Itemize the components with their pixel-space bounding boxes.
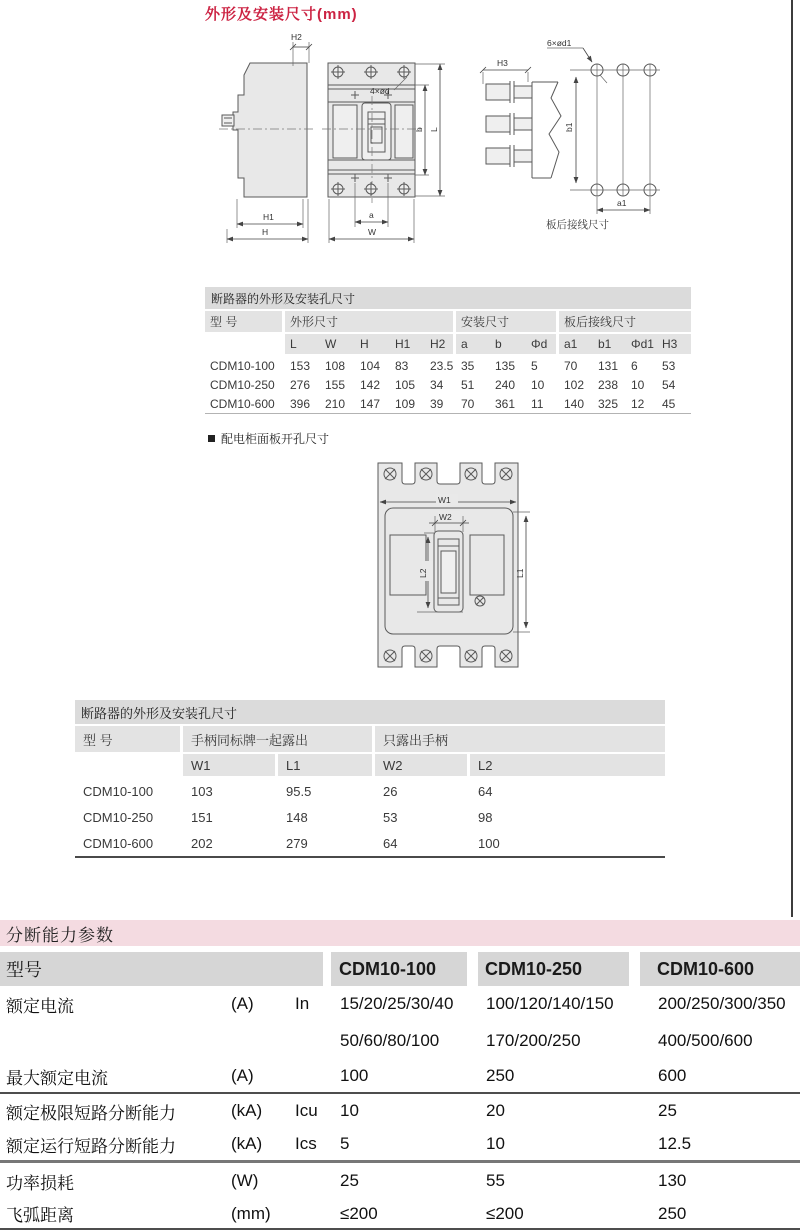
panel-screws-bottom (384, 650, 512, 662)
cell: 20 (486, 1101, 505, 1120)
table-title: 断路器的外形及安装孔尺寸 (75, 700, 665, 726)
cell: 11 (526, 394, 559, 413)
row-unit: (A) (231, 1066, 254, 1085)
row-unit: (W) (231, 1171, 259, 1190)
cell: 10 (526, 375, 559, 394)
cell: 64 (470, 778, 665, 804)
terminal-studs (486, 81, 532, 167)
row-unit: (kA) (231, 1101, 263, 1120)
cell: 170/200/250 (486, 1031, 581, 1050)
front-hole-label: 4×ød (370, 86, 390, 96)
front-view-drawing (322, 63, 445, 243)
sub-header: Φd1 (626, 334, 657, 356)
cell: 240 (490, 375, 526, 394)
cell: 131 (593, 356, 626, 375)
cell: 55 (486, 1171, 505, 1190)
cell: 95.5 (278, 778, 375, 804)
model-cell: CDM10-250 (75, 804, 183, 830)
cell: 5 (340, 1134, 350, 1153)
sub-header: H3 (657, 334, 691, 356)
cell: 50/60/80/100 (340, 1031, 440, 1050)
row-label: 额定电流 (6, 996, 74, 1016)
outline-drawings (175, 28, 715, 243)
panel-cutout-drawing (340, 448, 580, 698)
table-row (75, 830, 665, 856)
row-max-rated-current (0, 1060, 800, 1094)
cell: 64 (375, 830, 470, 856)
handle-dimension-table (75, 700, 665, 858)
outline-dimension-table (205, 287, 691, 414)
cell: 70 (456, 394, 490, 413)
cell: 210 (320, 394, 355, 413)
cell: 5 (526, 356, 559, 375)
row-symbol: Ics (295, 1134, 317, 1153)
cell: 135 (490, 356, 526, 375)
panel-screws-top (384, 468, 512, 480)
row-unit: (kA) (231, 1134, 263, 1153)
rear-view-caption: 板后接线尺寸 (546, 219, 609, 231)
panel-cutout-label: 配电柜面板开孔尺寸 (221, 432, 330, 446)
group-header-rear-wiring: 板后接线尺寸 (559, 311, 691, 334)
cell: 147 (355, 394, 390, 413)
dim-label-a1: a1 (617, 198, 627, 208)
column-header-model: 型 号 (75, 726, 183, 754)
row-power-loss (0, 1163, 800, 1199)
cell: 15/20/25/30/40 (340, 994, 454, 1013)
cell: 238 (593, 375, 626, 394)
cell: 53 (657, 356, 691, 375)
sub-header: a1 (559, 334, 593, 356)
group-header-handle-nameplate: 手柄同标牌一起露出 (183, 726, 375, 754)
group-header-mounting: 安装尺寸 (456, 311, 559, 334)
row-label: 飞弧距离 (6, 1206, 74, 1225)
cell: 140 (559, 394, 593, 413)
cell: 83 (390, 356, 425, 375)
dim-label-a: a (369, 210, 374, 220)
sub-header: L1 (278, 754, 375, 778)
cell: 12 (626, 394, 657, 413)
row-symbol: In (295, 994, 310, 1013)
dim-label-w1: W1 (438, 495, 451, 505)
cell: 100 (470, 830, 665, 856)
page-border-line (791, 0, 793, 917)
cell: 396 (285, 394, 320, 413)
breaking-table-body (0, 986, 800, 1230)
dim-label-h: H (262, 227, 269, 237)
cell: 108 (320, 356, 355, 375)
cell: 100 (340, 1066, 369, 1085)
cell: 142 (355, 375, 390, 394)
row-rated-current (0, 986, 800, 1022)
panel-cutout-heading (208, 430, 329, 447)
cell: 361 (490, 394, 526, 413)
sub-header: L (285, 334, 320, 356)
bullet-square-icon (208, 435, 215, 442)
row-arc-distance (0, 1199, 800, 1230)
cell: 151 (183, 804, 278, 830)
cell: 34 (425, 375, 456, 394)
header-cdm10-600: CDM10-600 (640, 952, 800, 986)
dim-label-l1: L1 (515, 568, 525, 578)
cell: 600 (658, 1066, 687, 1085)
cell: 45 (657, 394, 691, 413)
sub-header: a (456, 334, 490, 356)
cell: 100/120/140/150 (486, 994, 614, 1013)
rear-hole-label: 6×ød1 (547, 38, 572, 48)
table-row (205, 394, 691, 413)
cell: 200/250/300/350 (658, 994, 786, 1013)
row-label: 额定运行短路分断能力 (6, 1136, 176, 1156)
side-view-drawing (219, 32, 313, 243)
cell: 23.5 (425, 356, 456, 375)
cell: 148 (278, 804, 375, 830)
dim-label-w: W (368, 227, 377, 237)
row-symbol: Icu (295, 1101, 318, 1120)
row-label: 功率损耗 (6, 1173, 74, 1193)
cell: 51 (456, 375, 490, 394)
sub-header: W (320, 334, 355, 356)
sub-header: L2 (470, 754, 665, 778)
sub-header: W2 (375, 754, 470, 778)
cell: 104 (355, 356, 390, 375)
cell: 10 (626, 375, 657, 394)
row-label: 最大额定电流 (6, 1068, 108, 1088)
cell: 102 (559, 375, 593, 394)
cell: 105 (390, 375, 425, 394)
sub-header: H (355, 334, 390, 356)
cell: 39 (425, 394, 456, 413)
group-header-handle-only: 只露出手柄 (375, 726, 665, 754)
cell: 279 (278, 830, 375, 856)
row-unit: (A) (231, 994, 254, 1013)
model-cell: CDM10-600 (205, 394, 285, 413)
cell: 35 (456, 356, 490, 375)
section-title: 分断能力参数 (6, 925, 114, 945)
cell: 400/500/600 (658, 1031, 753, 1050)
model-cell: CDM10-600 (75, 830, 183, 856)
model-cell: CDM10-250 (205, 375, 285, 394)
group-header-outline: 外形尺寸 (285, 311, 456, 334)
cell: 325 (593, 394, 626, 413)
cell: 155 (320, 375, 355, 394)
cell: 250 (486, 1066, 515, 1085)
table-row (75, 804, 665, 830)
cell: 103 (183, 778, 278, 804)
cell: 202 (183, 830, 278, 856)
cell: 130 (658, 1171, 687, 1190)
header-model: 型号 (0, 952, 323, 986)
dim-label-h2: H2 (291, 32, 302, 42)
cell: 70 (559, 356, 593, 375)
table-row (205, 375, 691, 394)
row-label: 额定极限短路分断能力 (6, 1103, 176, 1123)
sub-header: H1 (390, 334, 425, 356)
cell: 26 (375, 778, 470, 804)
cell: 25 (340, 1171, 359, 1190)
row-unit: (mm) (231, 1203, 271, 1223)
dim-label-l: L (429, 127, 439, 132)
dim-label-l2: L2 (418, 568, 428, 578)
dim-label-b: b (414, 127, 424, 132)
cell: 10 (340, 1101, 359, 1120)
cell: 12.5 (658, 1134, 692, 1153)
row-ultimate-breaking-capacity (0, 1094, 800, 1128)
rear-hole-grid (591, 64, 656, 196)
dim-label-h1: H1 (263, 212, 274, 222)
row-rated-current-cont (0, 1022, 800, 1060)
cell: 276 (285, 375, 320, 394)
cell: ≤200 (486, 1203, 524, 1223)
cell: 25 (658, 1101, 677, 1120)
sub-header: b1 (593, 334, 626, 356)
cell: 250 (658, 1203, 687, 1223)
column-header-model: 型 号 (205, 311, 285, 334)
model-cell: CDM10-100 (205, 356, 285, 375)
breaking-capacity-title-band (0, 920, 800, 946)
cell: 109 (390, 394, 425, 413)
page-title: 外形及安装尺寸(mm) (205, 6, 358, 23)
header-cdm10-250: CDM10-250 (478, 952, 629, 986)
empty-cell (75, 754, 183, 778)
cell: 53 (375, 804, 470, 830)
cell: 98 (470, 804, 665, 830)
sub-header: H2 (425, 334, 456, 356)
table-title: 断路器的外形及安装孔尺寸 (205, 287, 691, 311)
empty-cell (205, 334, 285, 356)
sub-header: W1 (183, 754, 278, 778)
model-cell: CDM10-100 (75, 778, 183, 804)
rear-wiring-drawing (480, 38, 660, 231)
table-row (75, 778, 665, 804)
dim-label-h3: H3 (497, 58, 508, 68)
cell: 54 (657, 375, 691, 394)
cell: ≤200 (340, 1203, 378, 1223)
dim-label-w2: W2 (439, 512, 452, 522)
header-cdm10-100: CDM10-100 (331, 952, 467, 986)
table-row (205, 356, 691, 375)
cell: 153 (285, 356, 320, 375)
dim-label-b1: b1 (564, 122, 574, 132)
sub-header: Φd (526, 334, 559, 356)
cell: 6 (626, 356, 657, 375)
row-service-breaking-capacity (0, 1128, 800, 1163)
breaking-table-header (0, 952, 800, 986)
cell: 10 (486, 1134, 505, 1153)
sub-header: b (490, 334, 526, 356)
